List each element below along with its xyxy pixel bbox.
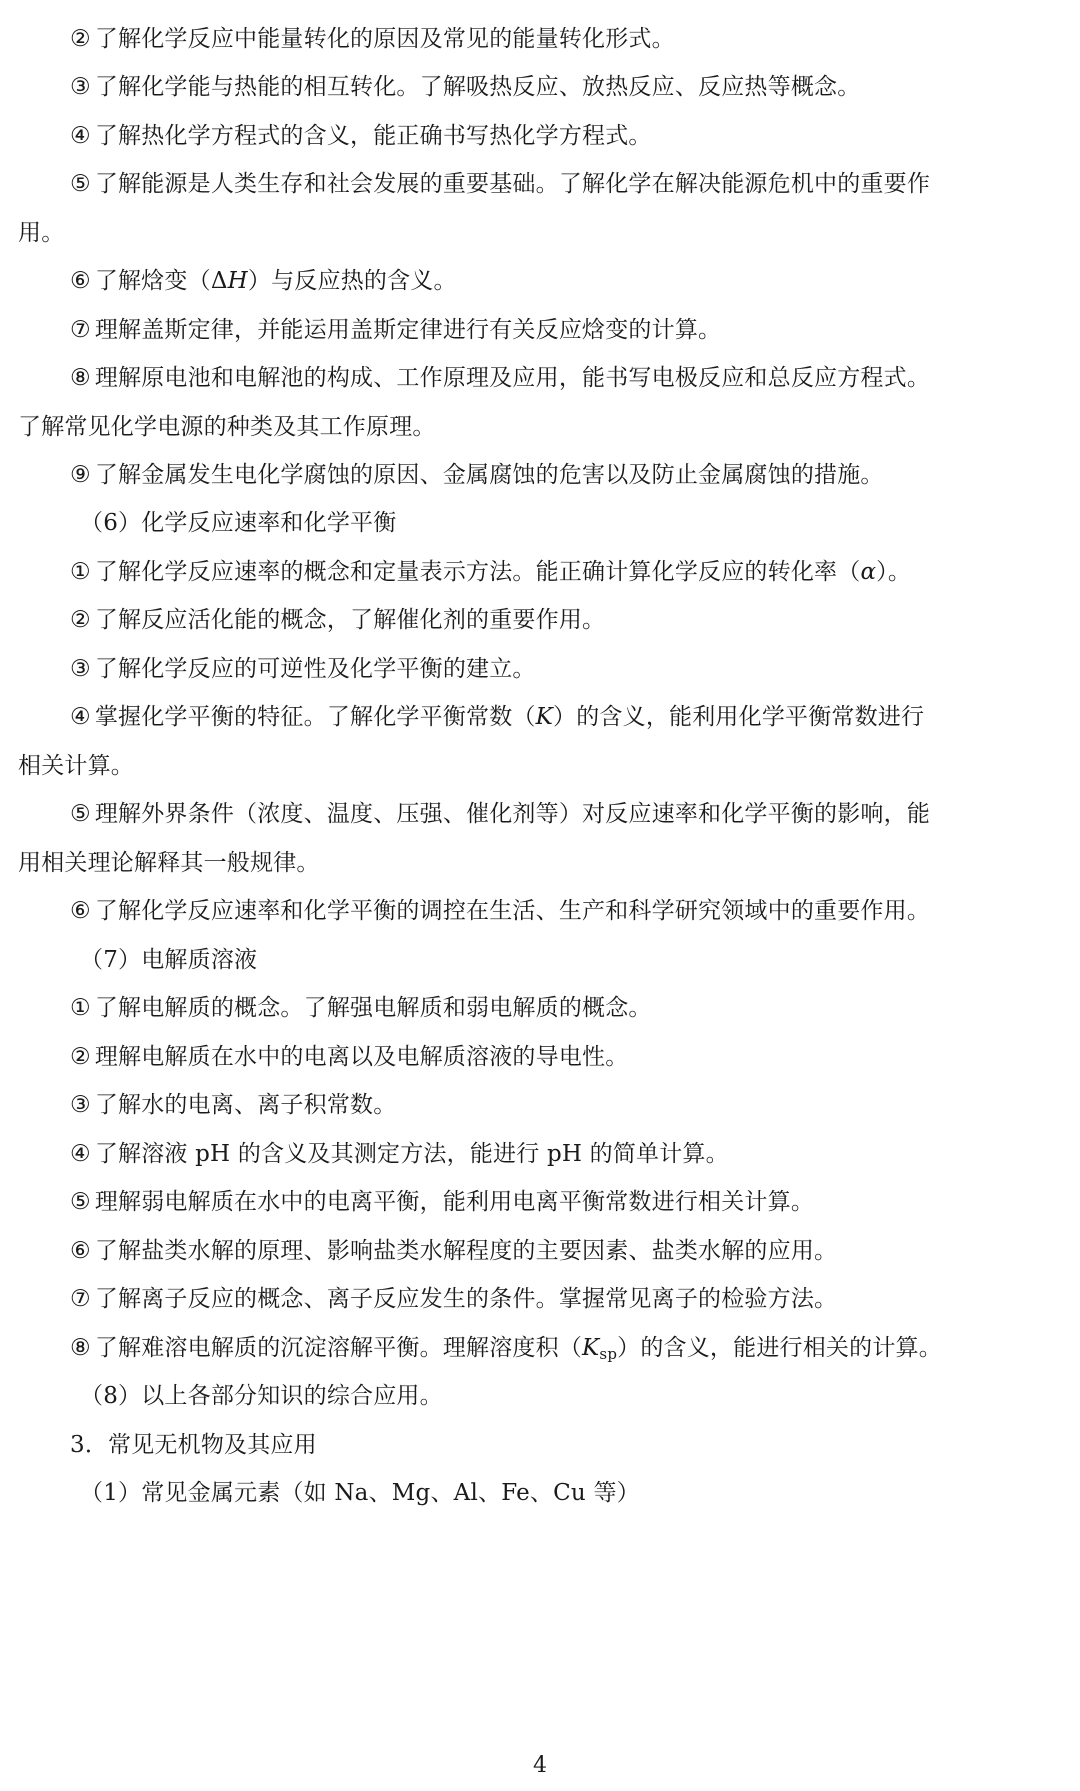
list-item: ② 了解反应活化能的概念，了解催化剂的重要作用。 <box>70 607 606 633</box>
continuation-line: 用。 <box>18 220 65 246</box>
list-item: ⑦ 理解盖斯定律，并能运用盖斯定律进行有关反应焓变的计算。 <box>70 317 722 343</box>
list-item: ① 了解电解质的概念。了解强电解质和弱电解质的概念。 <box>70 995 652 1021</box>
list-item: ⑨ 了解金属发生电化学腐蚀的原因、金属腐蚀的危害以及防止金属腐蚀的措施。 <box>70 462 884 488</box>
list-item: ⑧ 了解难溶电解质的沉淀溶解平衡。理解溶度积$(K_{sp})$的含义，能进行相关的计算。 <box>70 1335 942 1363</box>
section-heading: 3．常见无机物及其应用 <box>70 1432 317 1458</box>
list-item: ⑥ 了解盐类水解的原理、影响盐类水解程度的主要因素、盐类水解的应用。 <box>70 1238 838 1264</box>
continuation-line: 用相关理论解释其一般规律。 <box>18 850 320 876</box>
list-item: ⑧ 理解原电池和电解池的构成、工作原理及应用，能书写电极反应和总反应方程式。 <box>70 365 931 391</box>
list-item: ⑤ 理解外界条件（浓度、温度、压强、催化剂等）对反应速率和化学平衡的影响，能 <box>70 801 931 827</box>
list-item: ④ 了解热化学方程式的含义，能正确书写热化学方程式。 <box>70 123 652 149</box>
list-item: ⑤ 了解能源是人类生存和社会发展的重要基础。了解化学在解决能源危机中的重要作 <box>70 171 931 197</box>
subsection-heading: （7）电解质溶液 <box>80 947 258 973</box>
page-number: 4 <box>533 1753 547 1778</box>
continuation-line: 了解常见化学电源的种类及其工作原理。 <box>18 414 436 440</box>
subsection-heading: （1）常见金属元素（如 Na、Mg、Al、Fe、Cu 等） <box>80 1480 640 1506</box>
subsection-heading: （8）以上各部分知识的综合应用。 <box>80 1383 443 1409</box>
list-item: ④ 了解溶液 pH 的含义及其测定方法，能进行 pH 的简单计算。 <box>70 1141 729 1167</box>
continuation-line: 相关计算。 <box>18 753 134 779</box>
list-item: ⑤ 理解弱电解质在水中的电离平衡，能利用电离平衡常数进行相关计算。 <box>70 1189 815 1215</box>
subsection-heading: （6）化学反应速率和化学平衡 <box>80 510 397 536</box>
list-item: ⑥ 了解焓变（ΔH）与反应热的含义。 <box>70 268 457 294</box>
list-item: ③ 了解水的电离、离子积常数。 <box>70 1092 397 1118</box>
list-item: ⑦ 了解离子反应的概念、离子反应发生的条件。掌握常见离子的检验方法。 <box>70 1286 838 1312</box>
list-item: ⑥ 了解化学反应速率和化学平衡的调控在生活、生产和科学研究领域中的重要作用。 <box>70 898 931 924</box>
list-item: ④ 掌握化学平衡的特征。了解化学平衡常数（K）的含义，能利用化学平衡常数进行 <box>70 704 925 730</box>
list-item: ② 了解化学反应中能量转化的原因及常见的能量转化形式。 <box>70 26 675 52</box>
list-item: ② 理解电解质在水中的电离以及电解质溶液的导电性。 <box>70 1044 629 1070</box>
list-item: ③ 了解化学反应的可逆性及化学平衡的建立。 <box>70 656 536 682</box>
list-item: ③ 了解化学能与热能的相互转化。了解吸热反应、放热反应、反应热等概念。 <box>70 74 861 100</box>
list-item: ① 了解化学反应速率的概念和定量表示方法。能正确计算化学反应的转化率（α）。 <box>70 559 912 585</box>
